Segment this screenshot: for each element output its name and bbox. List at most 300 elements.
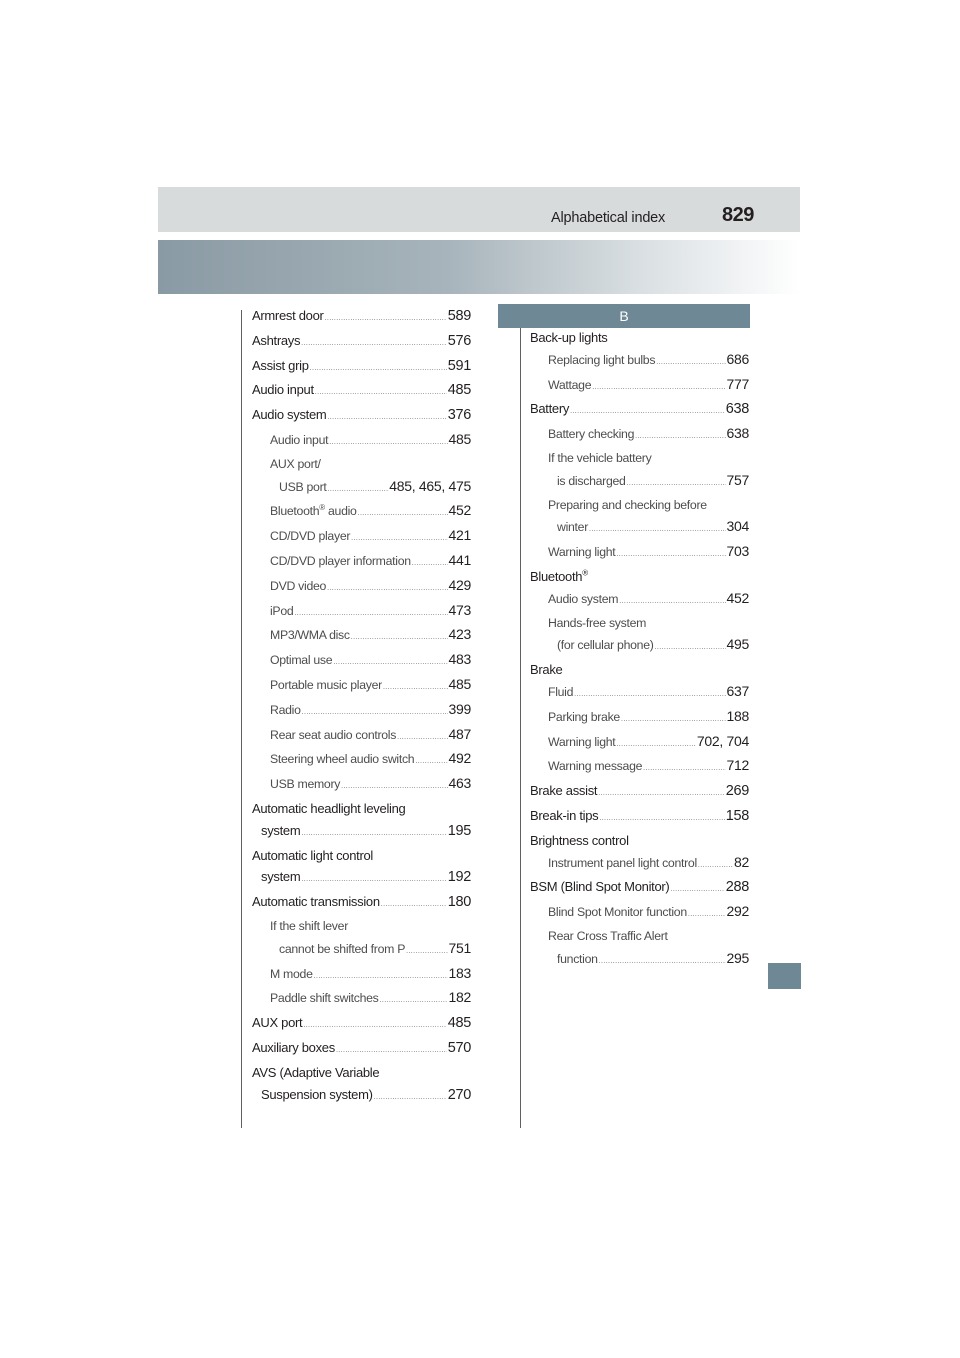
entry-text: CD/DVD player bbox=[270, 529, 351, 544]
entry-text: Bluetooth bbox=[530, 568, 583, 584]
index-line bbox=[270, 724, 471, 749]
index-entry bbox=[530, 541, 749, 566]
index-column-right bbox=[530, 327, 749, 973]
entry-label bbox=[270, 749, 414, 771]
dot-leader bbox=[325, 308, 447, 330]
dot-leader bbox=[310, 358, 447, 380]
index-line bbox=[548, 516, 749, 541]
header-bar bbox=[158, 187, 800, 232]
index-line bbox=[270, 476, 471, 501]
entry-text: Battery bbox=[530, 401, 570, 417]
index-entry bbox=[252, 891, 471, 916]
entry-label bbox=[252, 798, 405, 820]
entry-text: BSM (Blind Spot Monitor) bbox=[530, 879, 670, 895]
page-reference: 183 bbox=[448, 964, 471, 981]
entry-label bbox=[530, 327, 607, 349]
index-entry bbox=[252, 916, 471, 963]
index-entry bbox=[252, 454, 471, 501]
index-entry bbox=[252, 748, 471, 773]
dot-leader bbox=[301, 869, 446, 891]
entry-text: system bbox=[261, 869, 301, 885]
page-reference: 82 bbox=[734, 853, 749, 870]
index-entry bbox=[252, 355, 471, 380]
index-line bbox=[548, 374, 749, 399]
page-reference: 589 bbox=[447, 308, 471, 324]
index-line bbox=[252, 798, 471, 820]
page-reference: 195 bbox=[447, 822, 471, 839]
index-column-left bbox=[252, 305, 471, 1108]
dot-leader bbox=[599, 951, 726, 973]
entry-label bbox=[557, 517, 588, 539]
entry-text: Assist grip bbox=[252, 357, 309, 373]
page-reference: 270 bbox=[447, 1086, 471, 1103]
entry-label bbox=[252, 330, 300, 352]
entry-label bbox=[270, 501, 357, 523]
entry-text: Bluetooth bbox=[270, 504, 320, 519]
entry-label bbox=[261, 866, 300, 888]
entry-text: USB memory bbox=[270, 777, 341, 792]
page-reference: 751 bbox=[448, 939, 471, 956]
index-entry bbox=[252, 649, 471, 674]
page-reference: 288 bbox=[725, 879, 749, 896]
page-reference: 485 bbox=[447, 382, 471, 399]
index-line bbox=[252, 305, 471, 330]
index-line bbox=[548, 495, 749, 517]
entry-text: Automatic headlight leveling bbox=[252, 800, 406, 816]
index-line bbox=[270, 600, 471, 625]
dot-leader bbox=[688, 904, 726, 926]
entry-text: Warning light bbox=[548, 545, 616, 560]
index-line bbox=[252, 891, 471, 916]
entry-text: Preparing and checking before bbox=[548, 497, 707, 512]
entry-label bbox=[252, 845, 373, 867]
entry-text: AUX port bbox=[252, 1015, 303, 1031]
entry-text: Rear Cross Traffic Alert bbox=[548, 928, 668, 943]
dot-leader bbox=[592, 377, 725, 399]
index-line bbox=[548, 681, 749, 706]
index-line bbox=[252, 1012, 471, 1037]
index-entry bbox=[252, 773, 471, 798]
index-line bbox=[548, 634, 749, 659]
page-reference: 182 bbox=[448, 989, 471, 1006]
entry-label bbox=[270, 430, 328, 452]
dot-leader bbox=[329, 432, 447, 454]
index-line bbox=[530, 398, 749, 423]
dot-leader bbox=[383, 677, 448, 699]
entry-text: Warning message bbox=[548, 759, 643, 774]
entry-text-suffix: audio bbox=[324, 504, 357, 519]
entry-text: Automatic transmission bbox=[252, 894, 380, 910]
index-line bbox=[270, 938, 471, 963]
entry-text: Audio system bbox=[548, 591, 619, 606]
page-reference: 757 bbox=[726, 471, 749, 488]
entry-label bbox=[530, 566, 588, 588]
entry-label bbox=[270, 601, 293, 623]
dot-leader bbox=[381, 894, 447, 916]
dot-leader bbox=[574, 684, 725, 706]
index-line bbox=[270, 674, 471, 699]
page-reference: 452 bbox=[448, 502, 471, 519]
entry-label bbox=[548, 589, 618, 611]
dot-leader bbox=[397, 727, 447, 749]
entry-label bbox=[530, 780, 597, 802]
index-line bbox=[270, 454, 471, 476]
entry-label bbox=[270, 988, 379, 1010]
entry-text: Brightness control bbox=[530, 832, 629, 848]
index-entry bbox=[530, 448, 749, 495]
entry-label bbox=[270, 625, 350, 647]
entry-label bbox=[261, 1084, 373, 1106]
page-reference: 158 bbox=[725, 807, 749, 824]
entry-label bbox=[530, 876, 669, 898]
index-entry bbox=[530, 731, 749, 756]
index-entry bbox=[252, 525, 471, 550]
page-reference: 485 bbox=[448, 675, 471, 692]
entry-text: Parking brake bbox=[548, 709, 620, 724]
entry-text: M mode bbox=[270, 966, 313, 981]
index-line bbox=[530, 327, 749, 349]
page-reference: 638 bbox=[725, 401, 749, 418]
page-reference: 591 bbox=[447, 357, 471, 374]
index-line bbox=[270, 525, 471, 550]
page-reference: 188 bbox=[726, 707, 749, 724]
column-rule-left bbox=[241, 310, 242, 1128]
entry-text: Portable music player bbox=[270, 677, 382, 692]
entry-text: Automatic light control bbox=[252, 847, 373, 863]
index-entry bbox=[530, 495, 749, 542]
page-reference: 192 bbox=[447, 869, 471, 886]
entry-text: Armrest door bbox=[252, 308, 324, 323]
header-gradient-band bbox=[158, 240, 800, 294]
entry-label bbox=[548, 926, 668, 948]
page-reference: 576 bbox=[447, 332, 471, 349]
entry-text: Back-up lights bbox=[530, 330, 608, 345]
index-entry bbox=[252, 624, 471, 649]
dot-leader bbox=[616, 734, 695, 756]
page-reference: 495 bbox=[726, 636, 749, 653]
dot-leader bbox=[656, 352, 725, 374]
page-reference: 638 bbox=[726, 425, 749, 442]
entry-label bbox=[252, 1062, 379, 1084]
entry-text: If the vehicle battery bbox=[548, 450, 652, 465]
index-line bbox=[530, 566, 749, 588]
index-entry bbox=[252, 1012, 471, 1037]
index-line bbox=[270, 429, 471, 454]
entry-text: DVD video bbox=[270, 578, 327, 593]
entry-text: cannot be shifted from P bbox=[279, 941, 406, 956]
index-line bbox=[270, 987, 471, 1012]
page-reference: 487 bbox=[448, 725, 471, 742]
entry-label bbox=[279, 477, 327, 499]
index-line bbox=[548, 755, 749, 780]
entry-label bbox=[548, 853, 697, 875]
index-entry bbox=[530, 901, 749, 926]
entry-text: Audio input bbox=[252, 382, 314, 398]
entry-label bbox=[270, 551, 411, 573]
index-entry bbox=[530, 780, 749, 805]
index-line bbox=[270, 916, 471, 938]
entry-text: winter bbox=[557, 520, 589, 535]
index-entry bbox=[252, 575, 471, 600]
dot-leader bbox=[643, 758, 725, 780]
entry-label bbox=[530, 830, 629, 852]
index-line bbox=[252, 379, 471, 404]
index-line bbox=[270, 500, 471, 525]
entry-label bbox=[270, 725, 396, 747]
dot-leader bbox=[570, 401, 725, 423]
index-line bbox=[252, 866, 471, 891]
entry-text: (for cellular phone) bbox=[557, 638, 654, 653]
index-line bbox=[548, 541, 749, 566]
index-entry bbox=[252, 404, 471, 429]
entry-text: Battery checking bbox=[548, 427, 635, 442]
entry-text: Paddle shift switches bbox=[270, 991, 379, 1006]
entry-text: CD/DVD player information bbox=[270, 553, 411, 568]
page-reference: 463 bbox=[448, 775, 471, 792]
index-line bbox=[252, 355, 471, 380]
index-entry bbox=[252, 987, 471, 1012]
index-entry bbox=[252, 845, 471, 892]
entry-text: Fluid bbox=[548, 684, 574, 699]
dot-leader bbox=[314, 966, 448, 988]
index-line bbox=[530, 830, 749, 852]
index-entry bbox=[530, 852, 749, 877]
index-line bbox=[252, 1062, 471, 1084]
dot-leader bbox=[374, 1087, 447, 1109]
page-reference: 421 bbox=[448, 527, 471, 544]
index-entry bbox=[252, 1062, 471, 1109]
index-entry bbox=[530, 926, 749, 973]
entry-label bbox=[548, 424, 634, 446]
dot-leader bbox=[412, 553, 448, 575]
dot-leader bbox=[351, 528, 447, 550]
entry-text: iPod bbox=[270, 603, 294, 618]
index-line bbox=[252, 820, 471, 845]
entry-label bbox=[557, 471, 626, 493]
page-reference: 703 bbox=[726, 543, 749, 560]
index-line bbox=[270, 624, 471, 649]
page-reference: 292 bbox=[726, 903, 749, 920]
dot-leader bbox=[621, 709, 726, 731]
entry-label bbox=[548, 613, 646, 635]
entry-label bbox=[270, 650, 332, 672]
entry-label bbox=[548, 682, 573, 704]
entry-label bbox=[548, 350, 655, 372]
index-line bbox=[530, 876, 749, 901]
index-entry bbox=[252, 674, 471, 699]
index-line bbox=[548, 901, 749, 926]
index-entry bbox=[252, 1037, 471, 1062]
index-line bbox=[270, 699, 471, 724]
index-entry bbox=[530, 876, 749, 901]
index-entry bbox=[530, 374, 749, 399]
dot-leader bbox=[333, 652, 447, 674]
index-line bbox=[252, 1037, 471, 1062]
entry-label bbox=[252, 1012, 302, 1034]
entry-label bbox=[530, 659, 562, 681]
entry-label bbox=[270, 526, 350, 548]
dot-leader bbox=[341, 776, 447, 798]
index-entry bbox=[252, 330, 471, 355]
page-reference: 686 bbox=[726, 350, 749, 367]
index-entry bbox=[530, 755, 749, 780]
dot-leader bbox=[327, 407, 446, 429]
entry-text: Auxiliary boxes bbox=[252, 1039, 335, 1055]
page-reference: 485 bbox=[447, 1015, 471, 1032]
page-reference: 304 bbox=[726, 518, 749, 535]
section-letter-heading: B bbox=[498, 304, 750, 328]
entry-label bbox=[252, 404, 326, 426]
page-number: 829 bbox=[722, 204, 754, 226]
entry-text: If the shift lever bbox=[270, 918, 348, 933]
index-line bbox=[252, 330, 471, 355]
index-line bbox=[548, 926, 749, 948]
dot-leader bbox=[315, 382, 447, 404]
index-entry bbox=[252, 429, 471, 454]
dot-leader bbox=[627, 473, 726, 495]
entry-text: is discharged bbox=[557, 473, 626, 488]
page-reference: 429 bbox=[448, 576, 471, 593]
entry-label bbox=[557, 949, 598, 971]
entry-text: Replacing light bulbs bbox=[548, 352, 656, 367]
entry-text: Brake assist bbox=[530, 783, 598, 799]
entry-label bbox=[270, 675, 382, 697]
index-line bbox=[530, 780, 749, 805]
entry-text: USB port bbox=[279, 479, 327, 494]
entry-text: Hands-free system bbox=[548, 615, 647, 630]
dot-leader bbox=[698, 855, 733, 877]
entry-text: Wattage bbox=[548, 377, 592, 392]
index-entry bbox=[530, 398, 749, 423]
dot-leader bbox=[415, 751, 447, 773]
dot-leader bbox=[302, 702, 448, 724]
dot-leader bbox=[301, 823, 446, 845]
dot-leader bbox=[619, 591, 725, 613]
dot-leader bbox=[301, 333, 447, 355]
index-line bbox=[252, 845, 471, 867]
entry-label bbox=[548, 756, 642, 778]
page-reference: 492 bbox=[448, 750, 471, 767]
index-entry bbox=[530, 327, 749, 349]
index-entry bbox=[530, 659, 749, 681]
index-entry bbox=[252, 600, 471, 625]
index-line bbox=[548, 423, 749, 448]
page-reference: 269 bbox=[725, 783, 749, 800]
header-title: Alphabetical index bbox=[551, 210, 666, 226]
entry-label bbox=[548, 495, 707, 517]
entry-label bbox=[548, 448, 651, 470]
index-line bbox=[270, 963, 471, 988]
dot-leader bbox=[616, 544, 725, 566]
entry-label bbox=[270, 774, 340, 796]
index-entry bbox=[530, 805, 749, 830]
index-line bbox=[548, 613, 749, 635]
entry-label bbox=[270, 454, 321, 476]
index-entry bbox=[530, 613, 749, 660]
page-reference: 473 bbox=[448, 601, 471, 618]
entry-label bbox=[252, 1037, 335, 1059]
index-entry bbox=[530, 706, 749, 731]
entry-text: Warning light bbox=[548, 734, 616, 749]
index-entry bbox=[252, 550, 471, 575]
page-reference: 485 bbox=[448, 430, 471, 447]
page-reference: 712 bbox=[726, 757, 749, 774]
index-line bbox=[530, 659, 749, 681]
dot-leader bbox=[599, 808, 724, 830]
dot-leader bbox=[380, 990, 448, 1012]
entry-text: AVS (Adaptive Variable bbox=[252, 1064, 380, 1080]
dot-leader bbox=[655, 637, 726, 659]
page-reference: 702, 704 bbox=[696, 732, 749, 749]
index-line bbox=[548, 948, 749, 973]
index-line bbox=[548, 706, 749, 731]
entry-label bbox=[252, 355, 309, 377]
index-line bbox=[548, 470, 749, 495]
dot-leader bbox=[406, 941, 447, 963]
index-entry bbox=[252, 379, 471, 404]
entry-text: Audio system bbox=[252, 407, 327, 423]
page-reference: 777 bbox=[726, 375, 749, 392]
dot-leader bbox=[358, 503, 448, 525]
registered-mark: ® bbox=[319, 503, 325, 513]
entry-text: Suspension system) bbox=[261, 1086, 373, 1102]
index-line bbox=[548, 852, 749, 877]
page-reference: 180 bbox=[447, 894, 471, 911]
registered-mark: ® bbox=[582, 568, 588, 578]
entry-text: function bbox=[557, 951, 598, 966]
page-reference: 485, 465, 475 bbox=[389, 477, 471, 494]
index-entry bbox=[252, 500, 471, 525]
entry-text: Ashtrays bbox=[252, 332, 301, 348]
index-entry bbox=[530, 423, 749, 448]
index-line bbox=[548, 349, 749, 374]
page-reference: 441 bbox=[448, 551, 471, 568]
dot-leader bbox=[294, 603, 447, 625]
dot-leader bbox=[303, 1015, 446, 1037]
index-line bbox=[252, 1084, 471, 1109]
entry-label bbox=[270, 964, 313, 986]
index-entry bbox=[252, 798, 471, 845]
entry-text: Audio input bbox=[270, 432, 329, 447]
dot-leader bbox=[336, 1040, 447, 1062]
entry-text: MP3/WMA disc bbox=[270, 628, 350, 643]
entry-label bbox=[270, 700, 301, 722]
section-side-tab bbox=[768, 963, 801, 989]
entry-text: Radio bbox=[270, 702, 301, 717]
entry-text: Steering wheel audio switch bbox=[270, 752, 415, 767]
index-line bbox=[548, 588, 749, 613]
page-reference: 483 bbox=[448, 651, 471, 668]
entry-text: Rear seat audio controls bbox=[270, 727, 397, 742]
entry-label bbox=[261, 820, 300, 842]
entry-text: Blind Spot Monitor function bbox=[548, 905, 687, 920]
dot-leader bbox=[351, 627, 448, 649]
entry-text: AUX port/ bbox=[270, 456, 321, 471]
page-reference: 452 bbox=[726, 589, 749, 606]
page-reference: 423 bbox=[448, 626, 471, 643]
index-entry bbox=[530, 349, 749, 374]
index-line bbox=[270, 649, 471, 674]
page-reference: 399 bbox=[448, 700, 471, 717]
page-reference: 570 bbox=[447, 1039, 471, 1056]
entry-label bbox=[252, 891, 380, 913]
entry-label bbox=[548, 542, 615, 564]
index-line bbox=[548, 731, 749, 756]
entry-label bbox=[548, 732, 615, 754]
index-entry bbox=[252, 305, 471, 330]
entry-text: Instrument panel light control bbox=[548, 855, 697, 870]
index-line bbox=[548, 448, 749, 470]
